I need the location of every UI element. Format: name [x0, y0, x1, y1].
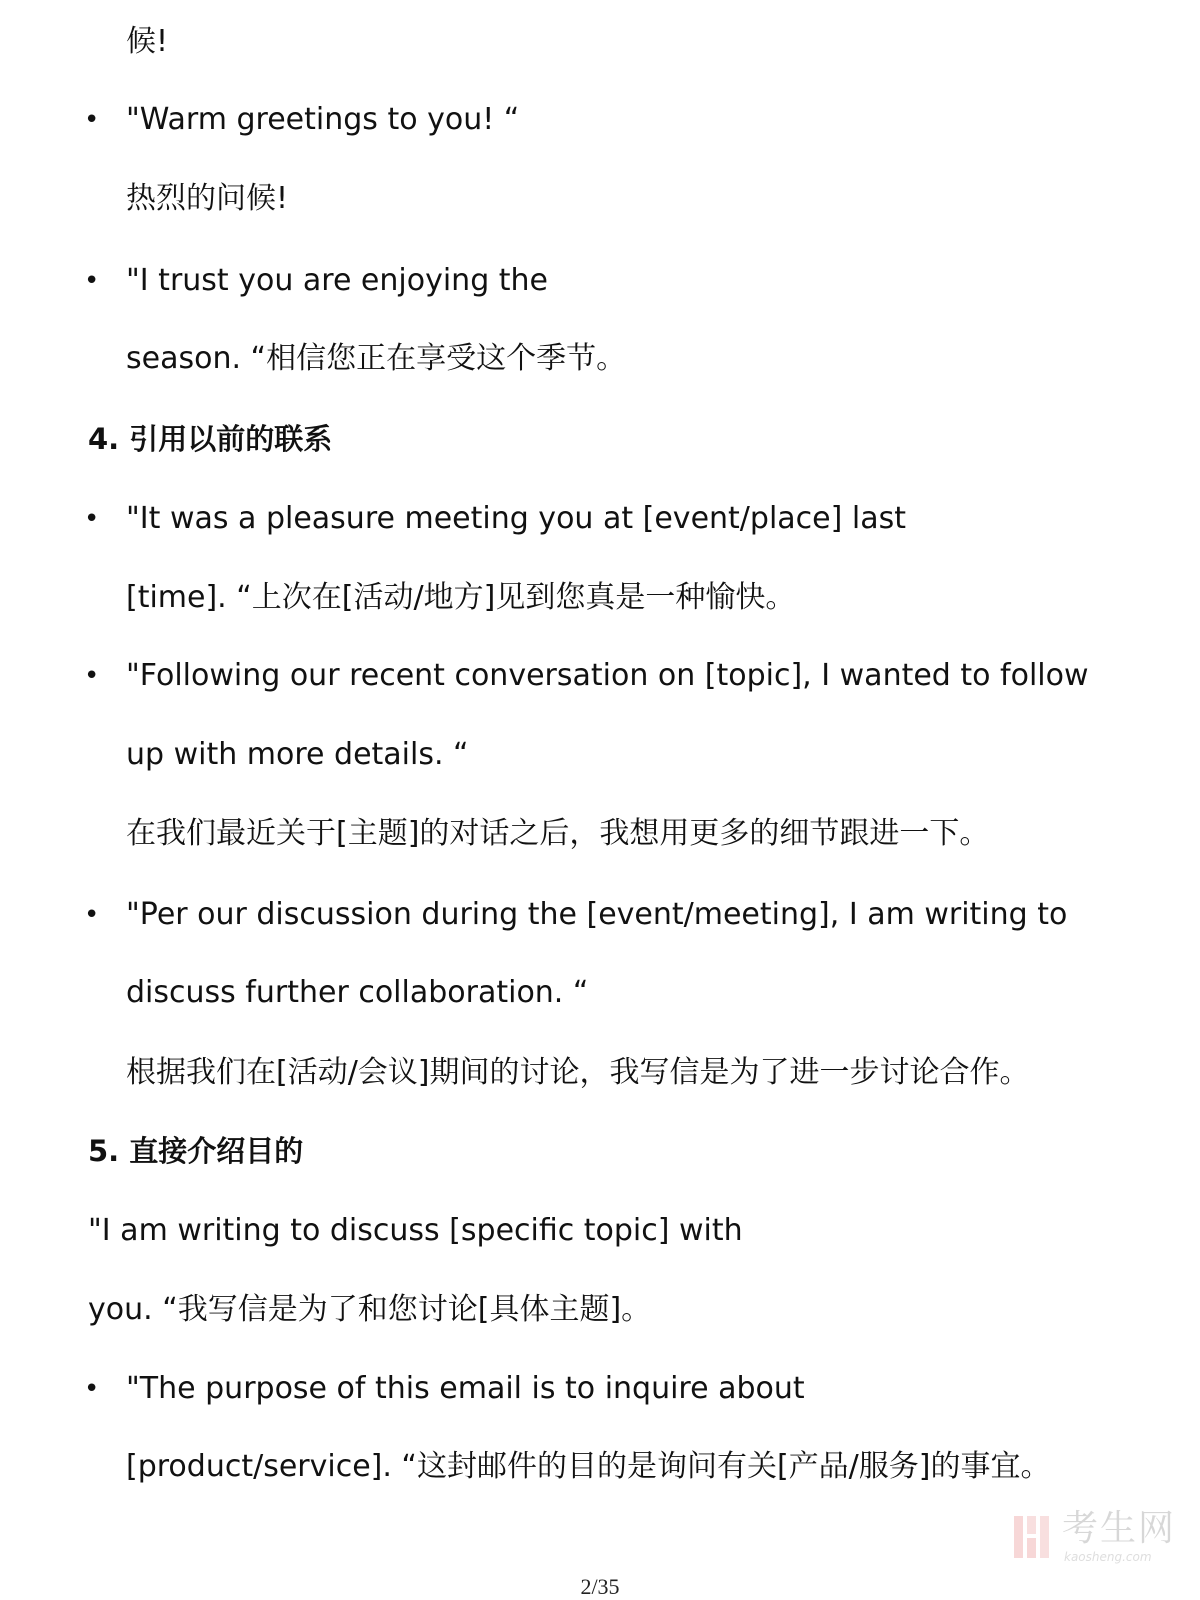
bullet-text-continued: season. “相信您正在享受这个季节。 — [126, 341, 627, 376]
translation-text: 热烈的问候! — [126, 181, 289, 216]
paragraph-text-continued: you. “我写信是为了和您讨论[具体主题]。 — [88, 1292, 652, 1327]
translation-text: 在我们最近关于[主题]的对话之后，我想用更多的细节跟进一下。 — [126, 816, 990, 851]
watermark-domain: kaosheng.com — [1064, 1550, 1152, 1564]
bullet-marker: • — [84, 900, 100, 930]
watermark-mark-icon — [1012, 1512, 1052, 1562]
paragraph-text: "I am writing to discuss [specific topic] with — [88, 1213, 743, 1248]
bullet-text: "The purpose of this email is to inquire about — [126, 1371, 805, 1406]
bullet-marker: • — [84, 504, 100, 534]
bullet-marker: • — [84, 661, 100, 691]
text-line: 候! — [126, 24, 169, 59]
page-number: 2/35 — [580, 1574, 620, 1599]
bullet-marker: • — [84, 266, 100, 296]
watermark-name: 考生网 — [1062, 1508, 1177, 1549]
section-heading-4: 4. 引用以前的联系 — [88, 422, 333, 456]
bullet-text: "Following our recent conversation on [topic], I wanted to follow — [126, 658, 1089, 693]
bullet-text-continued: up with more details. “ — [126, 737, 469, 772]
section-heading-5: 5. 直接介绍目的 — [88, 1134, 304, 1168]
translation-text: 根据我们在[活动/会议]期间的讨论，我写信是为了进一步讨论合作。 — [126, 1055, 1030, 1090]
bullet-marker: • — [84, 105, 100, 135]
bullet-text: "Per our discussion during the [event/meeting], I am writing to — [126, 897, 1068, 932]
watermark-logo — [1012, 1508, 1188, 1568]
bullet-text: "I trust you are enjoying the — [126, 263, 549, 298]
bullet-text-continued: [time]. “上次在[活动/地方]见到您真是一种愉快。 — [126, 580, 796, 615]
bullet-text-continued: discuss further collaboration. “ — [126, 975, 589, 1010]
bullet-text-continued: [product/service]. “这封邮件的目的是询问有关[产品/服务]的事宜。 — [126, 1449, 1051, 1484]
bullet-marker: • — [84, 1374, 100, 1404]
bullet-text: "Warm greetings to you! “ — [126, 102, 520, 137]
bullet-text: "It was a pleasure meeting you at [event/place] last — [126, 501, 906, 536]
